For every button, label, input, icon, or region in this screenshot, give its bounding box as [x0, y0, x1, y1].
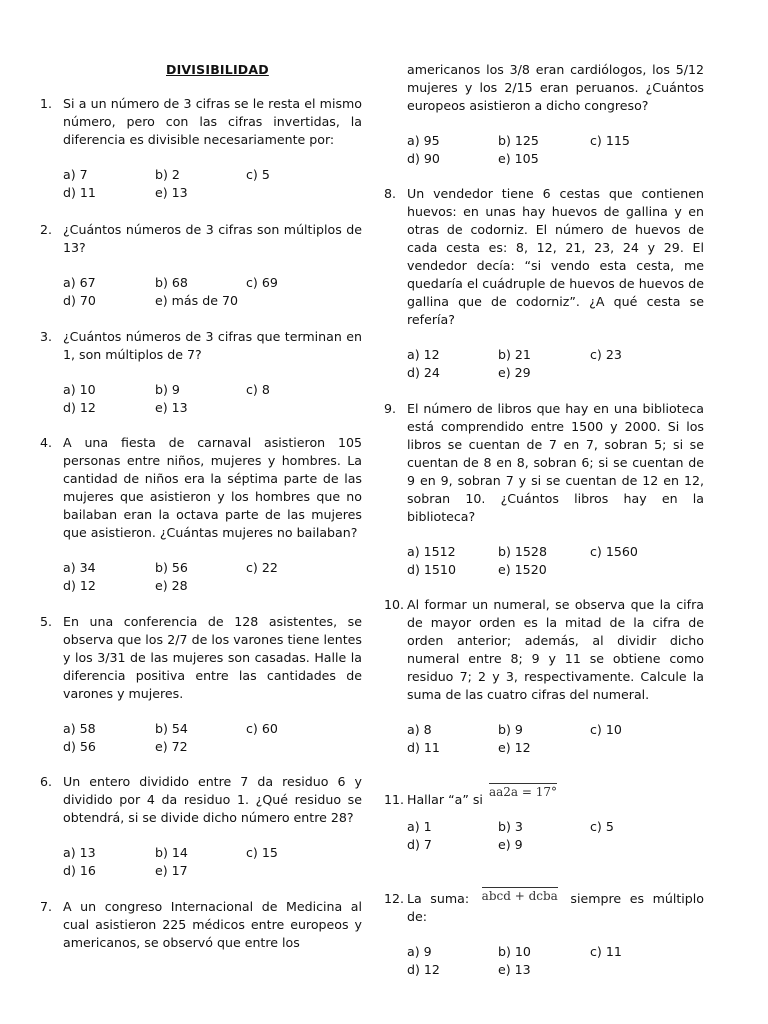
- options: [407, 721, 704, 757]
- option: d) 12: [63, 578, 96, 593]
- question-number: 5.: [40, 614, 53, 629]
- option: b) 14: [155, 845, 188, 860]
- option: c) 69: [246, 275, 278, 290]
- option: b) 10: [498, 944, 531, 959]
- option: b) 56: [155, 560, 188, 575]
- option: b) 9: [155, 382, 180, 397]
- option: a) 1: [407, 819, 432, 834]
- option: c) 5: [246, 167, 270, 182]
- option: d) 11: [63, 185, 96, 200]
- question-number: 6.: [40, 774, 53, 789]
- option: e) 17: [155, 863, 188, 878]
- option: a) 95: [407, 133, 440, 148]
- question-4: [40, 434, 362, 595]
- option: d) 11: [407, 740, 440, 755]
- option: a) 12: [407, 347, 440, 362]
- question-number: 7.: [40, 899, 53, 914]
- option: b) 1528: [498, 544, 547, 559]
- question-text: A un congreso Internacional de Medicina al cual asistieron 225 médicos entre europeos y americanos, se observó que entre los: [63, 899, 362, 950]
- options: [63, 844, 362, 880]
- option: e) 28: [155, 578, 188, 593]
- option: c) 8: [246, 382, 270, 397]
- option: b) 68: [155, 275, 188, 290]
- option: e) 72: [155, 739, 188, 754]
- option: c) 1560: [590, 544, 638, 559]
- question-number: 8.: [384, 186, 397, 201]
- options: [63, 274, 362, 310]
- option: a) 1512: [407, 544, 456, 559]
- options: [407, 543, 704, 579]
- option: e) 13: [155, 185, 188, 200]
- question-number: 1.: [40, 96, 53, 111]
- option: e) 12: [498, 740, 531, 755]
- option: e) 13: [498, 962, 531, 977]
- options: [407, 346, 704, 382]
- option: e) 9: [498, 837, 523, 852]
- option: b) 2: [155, 167, 180, 182]
- question-text-part: siempre es múltiplo de:: [407, 891, 704, 924]
- option: a) 34: [63, 560, 96, 575]
- option: d) 56: [63, 739, 96, 754]
- option: c) 15: [246, 845, 278, 860]
- option: d) 24: [407, 365, 440, 380]
- formula-text: abcd + dcba: [481, 889, 558, 903]
- question-7: [40, 898, 362, 952]
- options: [63, 381, 362, 417]
- options: [407, 818, 704, 854]
- question-text-part: La suma:: [407, 891, 470, 906]
- question-number: 10.: [384, 597, 405, 612]
- question-text: Un entero dividido entre 7 da residuo 6 y dividido por 4 da residuo 1. ¿Qué residuo se obtendrá, si se divide dicho número entre 28?: [63, 774, 362, 825]
- option: e) más de 70: [155, 293, 238, 308]
- option: a) 10: [63, 382, 96, 397]
- option: d) 16: [63, 863, 96, 878]
- options: [63, 720, 362, 756]
- option: a) 7: [63, 167, 88, 182]
- question-1: [40, 95, 362, 202]
- option: c) 5: [590, 819, 614, 834]
- option: e) 105: [498, 151, 539, 166]
- option: c) 23: [590, 347, 622, 362]
- question-number: 9.: [384, 401, 397, 416]
- option: d) 12: [407, 962, 440, 977]
- option: c) 11: [590, 944, 622, 959]
- option: d) 1510: [407, 562, 456, 577]
- option: d) 70: [63, 293, 96, 308]
- question-text-part: Hallar “a” si: [407, 792, 483, 807]
- formula: [482, 887, 558, 905]
- option: e) 1520: [498, 562, 547, 577]
- option: a) 67: [63, 275, 96, 290]
- question-6: [40, 773, 362, 880]
- option: a) 9: [407, 944, 432, 959]
- question-12: [384, 890, 704, 979]
- option: b) 125: [498, 133, 539, 148]
- option: a) 58: [63, 721, 96, 736]
- question-number: 3.: [40, 329, 53, 344]
- formula-text: aa2a = 17°: [488, 785, 557, 799]
- question-10: [384, 596, 704, 757]
- option: d) 7: [407, 837, 432, 852]
- question-number: 12.: [384, 891, 405, 906]
- question-text: Un vendedor tiene 6 cestas que contienen huevos: en unas hay huevos de gallina y en otras de codorniz. El número de huevos de cada cesta es: 8, 12, 21, 23, 24 y 29. El vendedor decía: “si vendo esta cesta, me quedaría el cuádruple de huevos de huevos de gallina que de codorniz”. ¿A qué cesta se refería?: [407, 186, 704, 327]
- question-text: ¿Cuántos números de 3 cifras que terminan en 1, son múltiplos de 7?: [63, 329, 362, 362]
- options: [407, 132, 704, 168]
- question-8: [384, 185, 704, 382]
- question-number: 2.: [40, 222, 53, 237]
- formula: [489, 783, 557, 801]
- question-3: [40, 328, 362, 417]
- option: b) 3: [498, 819, 523, 834]
- question-text: [407, 890, 704, 926]
- question-number: 11.: [384, 792, 405, 807]
- question-text: [407, 785, 704, 809]
- options: [407, 943, 704, 979]
- question-text: Al formar un numeral, se observa que la cifra de mayor orden es la mitad de la cifra de orden anterior; además, al dividir dicho numeral entre 8; 9 y 11 se obtiene como residuo 7; 2 y 3, respectivamente. Calcule la suma de las cuatro cifras del numeral.: [407, 597, 704, 702]
- question-text: A una fiesta de carnaval asistieron 105 personas entre niños, mujeres y hombres. La cantidad de niños era la séptima parte de las mujeres que asistieron y los hombres que no bailaban eran la octava parte de las mujeres que asistieron. ¿Cuántas mujeres no bailaban?: [63, 435, 362, 540]
- option: b) 9: [498, 722, 523, 737]
- page-title: DIVISIBILIDAD: [166, 62, 269, 77]
- option: e) 29: [498, 365, 531, 380]
- options: [63, 166, 362, 202]
- option: c) 60: [246, 721, 278, 736]
- option: c) 10: [590, 722, 622, 737]
- question-number: 4.: [40, 435, 53, 450]
- question-text: ¿Cuántos números de 3 cifras son múltiplos de 13?: [63, 222, 362, 255]
- options: [63, 559, 362, 595]
- option: a) 8: [407, 722, 432, 737]
- question-2: [40, 221, 362, 310]
- option: c) 22: [246, 560, 278, 575]
- option: d) 12: [63, 400, 96, 415]
- question-5: [40, 613, 362, 756]
- option: b) 21: [498, 347, 531, 362]
- question-text: En una conferencia de 128 asistentes, se observa que los 2/7 de los varones tiene lentes y los 3/31 de las mujeres son casadas. Halle la diferencia positiva entre las cantidades de varones y mujeres.: [63, 614, 362, 701]
- question-7-continued: [384, 61, 704, 168]
- question-text: americanos los 3/8 eran cardiólogos, los 5/12 mujeres y los 2/15 eran peruanos. ¿Cuántos europeos asistieron a dicho congreso?: [407, 62, 704, 113]
- question-text: Si a un número de 3 cifras se le resta el mismo número, pero con las cifras invertidas, la diferencia es divisible necesariamente por:: [63, 96, 362, 147]
- question-11: [384, 785, 704, 854]
- question-text: El número de libros que hay en una biblioteca está comprendido entre 1500 y 2000. Si los libros se cuentan de 7 en 7, sobran 5; si se cuentan de 8 en 8, sobran 6; si se cuentan de 9 en 9, sobran 7 y si se cuentan de 12 en 12, sobran 10. ¿Cuántos libros hay en la biblioteca?: [407, 401, 704, 524]
- option: d) 90: [407, 151, 440, 166]
- question-9: [384, 400, 704, 579]
- option: c) 115: [590, 133, 630, 148]
- option: b) 54: [155, 721, 188, 736]
- option: a) 13: [63, 845, 96, 860]
- option: e) 13: [155, 400, 188, 415]
